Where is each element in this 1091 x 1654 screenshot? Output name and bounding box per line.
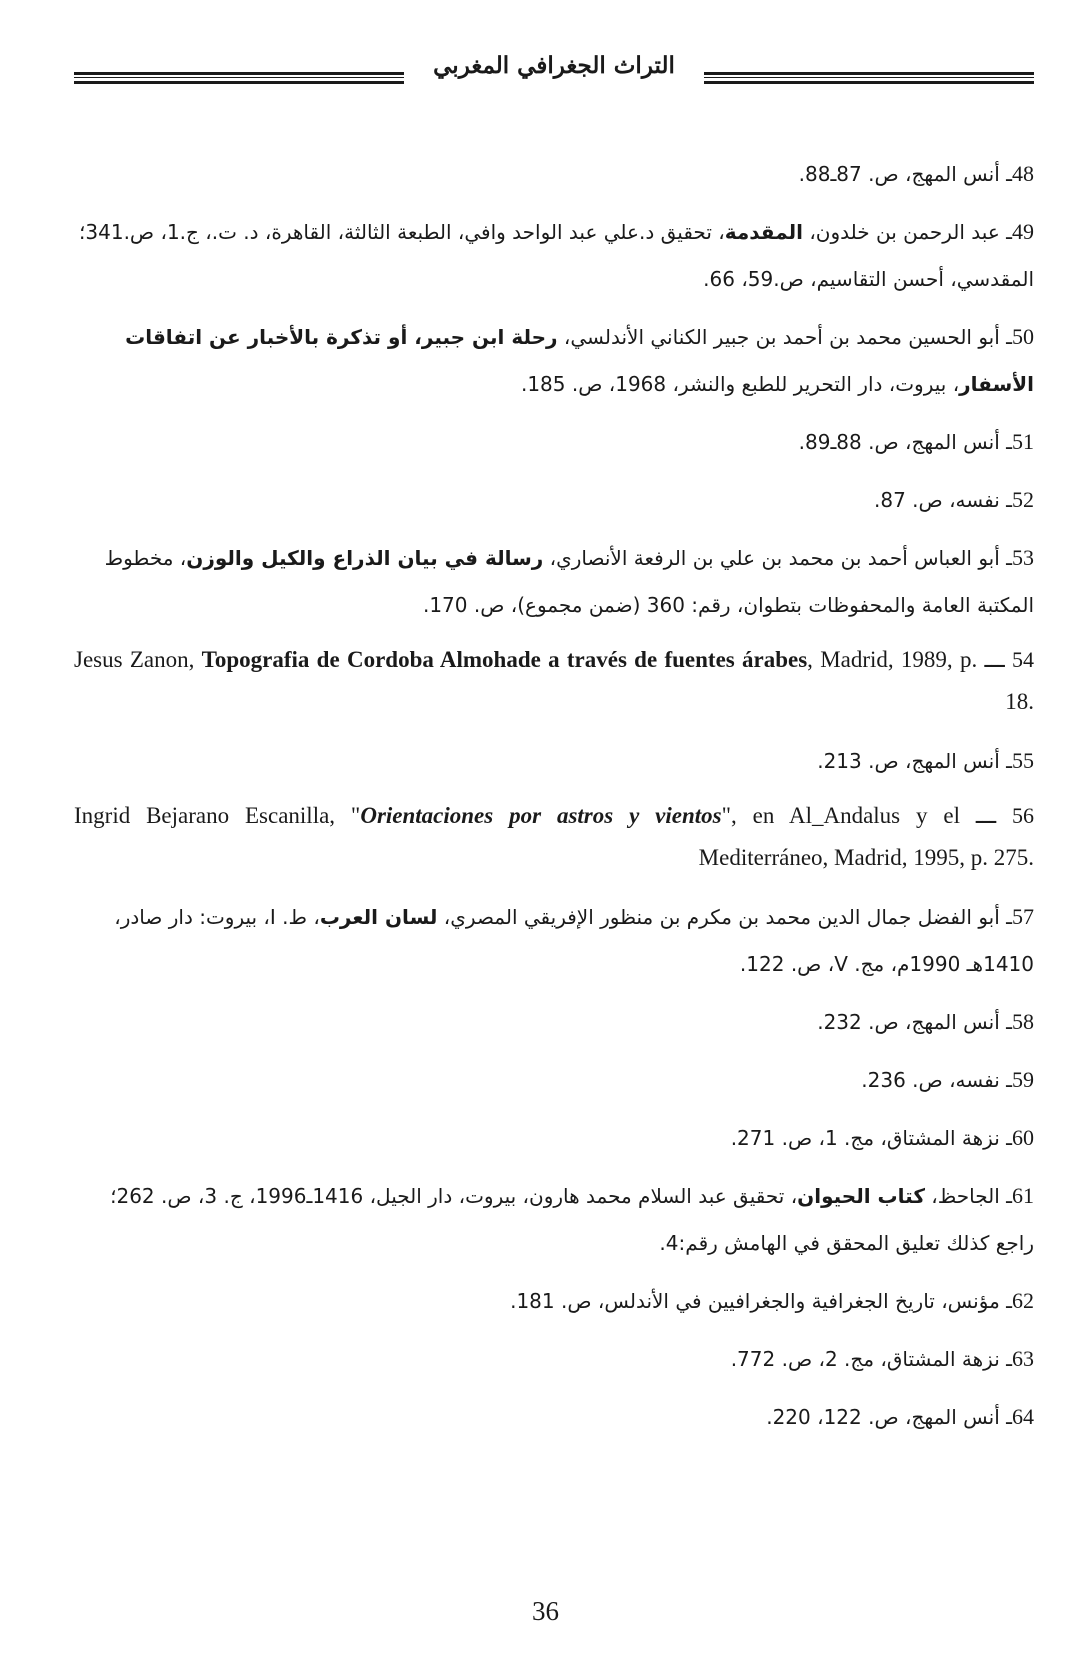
running-header [74, 44, 1034, 84]
endnote-50: 50ـ أبو الحسين محمد بن أحمد بن جبير الكناني الأندلسي، رحلة ابن جبير، أو تذكرة بالأخبار عن اتفاقات الأسفار، بيروت، دار التحرير للطبع والنشر، 1968، ص. 185. [125, 324, 1034, 396]
endnote-57: 57ـ أبو الفضل جمال الدين محمد بن مكرم بن منظور الإفريقي المصري، لسان العرب، ط. I، بيروت: دار صادر، 1410هـ 1990م، مج. V، ص. 122. [114, 904, 1034, 976]
endnote-58: 58ـ أنس المهج، ص. 232. [817, 1009, 1034, 1034]
endnote-49: 49ـ عبد الرحمن بن خلدون، المقدمة، تحقيق د.علي عبد الواحد وافي، الطبعة الثالثة، القاهرة، د. ت.، ج.1، ص.341؛ المقدسي، أحسن التقاسيم، ص.59، 66. [79, 219, 1034, 291]
endnote-61: 61ـ الجاحظ، كتاب الحيوان، تحقيق عبد السلام محمد هارون، بيروت، دار الجيل، 1416ـ1996، ج. 3، ص. 262؛ راجع كذلك تعليق المحقق في الهامش رقم:4. [110, 1183, 1034, 1255]
endnote-51: 51ـ أنس المهج، ص. 88ـ89. [798, 429, 1034, 454]
endnote-52: 52ـ نفسه، ص. 87. [874, 487, 1034, 512]
header-rule-left [74, 72, 404, 84]
endnote-64: 64ـ أنس المهج، ص. 122، 220. [766, 1404, 1034, 1429]
endnote-48: 48ـ أنس المهج، ص. 87ـ88. [798, 161, 1034, 186]
header-title: التراث الجغرافي المغربي [433, 52, 675, 79]
endnote-63: 63ـ نزهة المشتاق، مج. 2، ص. 772. [730, 1346, 1034, 1371]
endnote-60: 60ـ نزهة المشتاق، مج. 1، ص. 271. [730, 1125, 1034, 1150]
header-rule-right [704, 72, 1034, 84]
endnote-59: 59ـ نفسه، ص. 236. [861, 1067, 1034, 1092]
endnote-54: 54 ـــ Jesus Zanon, Topografia de Cordoba Almohade a través de fuentes árabes, Madrid, 1989, p. 18. [74, 647, 1034, 714]
endnote-62: 62ـ مؤنس، تاريخ الجغرافية والجغرافيين في الأندلس، ص. 181. [510, 1288, 1034, 1313]
endnote-55: 55ـ أنس المهج، ص. 213. [817, 748, 1034, 773]
endnotes-list [74, 150, 1034, 1451]
endnote-53: 53ـ أبو العباس أحمد بن محمد بن علي بن الرفعة الأنصاري، رسالة في بيان الذراع والكيل والوزن، مخطوط المكتبة العامة والمحفوظات بتطوان، رقم: 360 (ضمن مجموع)، ص. 170. [104, 545, 1034, 617]
endnote-56: 56 ـــ Ingrid Bejarano Escanilla, "Orientaciones por astros y vientos", en Al_Andalus y el Mediterráneo, Madrid, 1995, p. 275. [74, 803, 1034, 870]
page-number: 36 [532, 1596, 559, 1626]
